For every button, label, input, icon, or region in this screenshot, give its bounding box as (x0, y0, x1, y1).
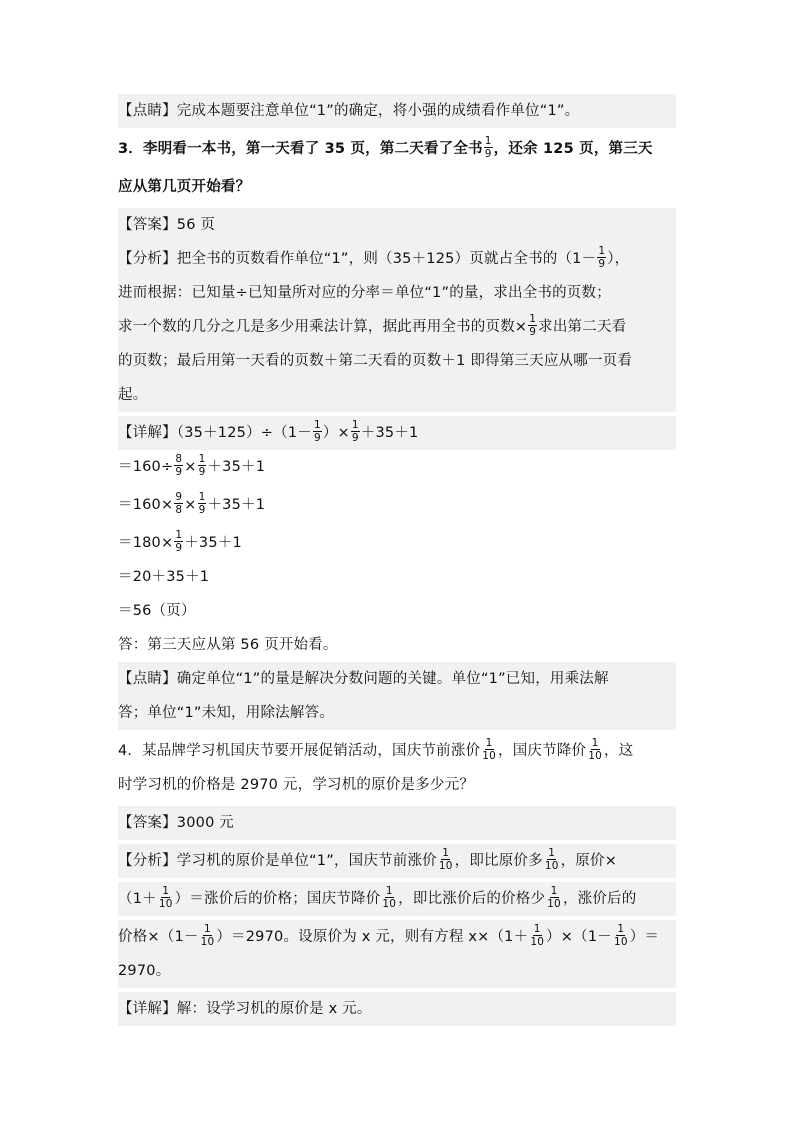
numerator: 1 (198, 452, 206, 465)
q3-detail-line2 (118, 450, 676, 484)
detail-text: ＝160× (118, 497, 174, 513)
fraction (546, 885, 562, 910)
analysis-text: ，涨价后的 (562, 891, 637, 907)
denominator: 10 (200, 935, 215, 948)
numerator: 1 (548, 846, 556, 859)
denominator: 8 (175, 503, 183, 516)
detail-text: × (184, 497, 197, 513)
q2-dianjing (118, 94, 676, 128)
analysis-text: 【分析】学习机的原价是单位“1”，国庆节前涨价 (118, 853, 437, 869)
denominator: 10 (482, 749, 496, 762)
numerator: 1 (351, 418, 359, 431)
q4-analysis-line3 (118, 920, 676, 954)
detail-text: 【详解】解：设学习机的原价是 x 元。 (118, 1001, 372, 1017)
denominator: 9 (198, 465, 206, 478)
analysis-text: ）＝ (629, 929, 660, 945)
fraction (174, 529, 183, 554)
numerator: 1 (529, 312, 537, 325)
numerator: 1 (198, 490, 206, 503)
q4-detail-line1 (118, 992, 676, 1026)
q3-dianjing-line2 (118, 696, 676, 730)
denominator: 9 (351, 431, 359, 444)
analysis-text: ，即比涨价后的价格少 (398, 891, 546, 907)
answer-text: 【答案】3000 元 (118, 815, 235, 831)
denominator: 9 (175, 541, 183, 554)
numerator: 1 (598, 244, 606, 257)
detail-text: ＋35＋1 (360, 425, 419, 441)
q3-stem-text: ，还余 125 页，第三天 (493, 141, 653, 157)
detail-text: ＋35＋1 (207, 497, 266, 513)
q4-stem-line1 (118, 734, 676, 768)
q4-analysis-line1 (118, 844, 676, 878)
q3-analysis-line5 (118, 378, 676, 412)
numerator: 1 (617, 922, 625, 935)
denominator: 10 (547, 897, 561, 910)
denominator: 9 (484, 147, 492, 160)
q3-detail-line1 (118, 416, 676, 450)
denominator: 9 (198, 503, 206, 516)
q3-detail-line5 (118, 560, 676, 594)
denominator: 9 (313, 431, 321, 444)
q3-final-answer (118, 628, 676, 662)
numerator: 1 (533, 922, 541, 935)
detail-text: ）× (322, 425, 350, 441)
detail-text: ＋35＋1 (184, 535, 242, 551)
analysis-text: ）＝2970。设原价为 x 元，则有方程 x×（1＋ (216, 929, 529, 945)
q3-detail-line4 (118, 526, 676, 560)
fraction (198, 453, 207, 478)
dianjing-text: 【点睛】确定单位“1”的量是解决分数问题的关键。单位“1”已知，用乘法解 (118, 671, 609, 687)
fraction (438, 847, 454, 872)
fraction (381, 885, 397, 910)
analysis-text: （1＋ (118, 891, 157, 907)
detail-text: ＋35＋1 (207, 459, 266, 475)
denominator: 9 (529, 325, 537, 338)
fraction (587, 737, 603, 762)
analysis-text: 求一个数的几分之几是多少用乘法计算，据此再用全书的页数× (118, 319, 528, 335)
fraction (351, 419, 360, 444)
q3-analysis-line2 (118, 276, 676, 310)
numerator: 1 (485, 736, 493, 749)
denominator: 9 (598, 257, 606, 270)
q3-answer (118, 208, 676, 242)
fraction (198, 491, 207, 516)
dianjing-text: 【点睛】完成本题要注意单位“1”的确定，将小强的成绩看作单位“1”。 (118, 103, 580, 119)
numerator: 1 (175, 528, 183, 541)
analysis-text: 价格×（1－ (118, 929, 199, 945)
numerator: 9 (175, 490, 183, 503)
q4-stem-text: ，这 (603, 743, 634, 759)
fraction (313, 419, 322, 444)
q3-analysis-line4 (118, 344, 676, 378)
fraction (174, 453, 183, 478)
analysis-text: ，原价× (560, 853, 618, 869)
final-answer-text: 答：第三天应从第 56 页开始看。 (118, 637, 338, 653)
numerator: 1 (313, 418, 321, 431)
numerator: 1 (591, 736, 599, 749)
analysis-text: 2970。 (118, 963, 171, 979)
fraction (528, 313, 537, 338)
fraction (174, 491, 183, 516)
q3-dianjing-line1 (118, 662, 676, 696)
q4-analysis-line4 (118, 954, 676, 988)
analysis-text: 起。 (118, 387, 148, 403)
q3-stem-text: 应从第几页开始看？ (118, 179, 251, 195)
numerator: 1 (550, 884, 558, 897)
q4-stem-text: 时学习机的价格是 2970 元，学习机的原价是多少元？ (118, 777, 475, 793)
q4-stem-line2 (118, 768, 676, 802)
detail-text: ＝180× (118, 535, 174, 551)
detail-text: ＝160÷ (118, 459, 174, 475)
fraction (481, 737, 497, 762)
q3-detail-line3 (118, 488, 676, 522)
numerator: 1 (385, 884, 393, 897)
denominator: 10 (158, 897, 173, 910)
numerator: 1 (442, 846, 450, 859)
q4-answer (118, 806, 676, 840)
denominator: 9 (175, 465, 183, 478)
fraction (529, 923, 545, 948)
fraction (544, 847, 560, 872)
denominator: 10 (544, 859, 559, 872)
fraction (200, 923, 216, 948)
analysis-text: ）， (607, 251, 630, 267)
detail-text: 【详解】（35＋125）÷（1－ (118, 425, 312, 441)
q4-stem-text: 4．某品牌学习机国庆节要开展促销活动，国庆节前涨价 (118, 743, 481, 759)
denominator: 10 (588, 749, 602, 762)
fraction (613, 923, 629, 948)
q3-stem-line1 (118, 132, 676, 166)
q3-analysis-line3 (118, 310, 676, 344)
analysis-text: ）×（1－ (546, 929, 612, 945)
analysis-text: 【分析】把全书的页数看作单位“1”，则（35＋125）页就占全书的（1－ (118, 251, 597, 267)
document-body (118, 94, 676, 1026)
detail-text: ＝20＋35＋1 (118, 569, 210, 585)
numerator: 1 (162, 884, 170, 897)
analysis-text: 求出第二天看 (538, 319, 627, 335)
analysis-text: ）＝涨价后的价格；国庆节降价 (174, 891, 381, 907)
denominator: 10 (438, 859, 453, 872)
denominator: 10 (530, 935, 545, 948)
numerator: 8 (175, 452, 183, 465)
detail-text: ＝56（页） (118, 603, 196, 619)
fraction (158, 885, 174, 910)
numerator: 1 (204, 922, 211, 935)
q3-detail-line6 (118, 594, 676, 628)
denominator: 10 (382, 897, 397, 910)
q3-stem-line2 (118, 170, 676, 204)
q3-analysis-line1 (118, 242, 676, 276)
analysis-text: ，即比原价多 (454, 853, 543, 869)
detail-text: × (184, 459, 197, 475)
fraction (484, 135, 493, 160)
answer-text: 【答案】56 页 (118, 217, 216, 233)
analysis-text: 进而根据：已知量÷已知量所对应的分率＝单位“1”的量，求出全书的页数； (118, 285, 611, 301)
dianjing-text: 答；单位“1”未知，用除法解答。 (118, 705, 334, 721)
fraction (597, 245, 606, 270)
analysis-text: 的页数；最后用第一天看的页数＋第二天看的页数＋1 即得第三天应从哪一页看 (118, 353, 633, 369)
numerator: 1 (484, 134, 492, 147)
denominator: 10 (613, 935, 628, 948)
q4-analysis-line2 (118, 882, 676, 916)
q4-stem-text: ，国庆节降价 (498, 743, 587, 759)
q3-stem-text: 3．李明看一本书，第一天看了 35 页，第二天看了全书 (118, 141, 483, 157)
